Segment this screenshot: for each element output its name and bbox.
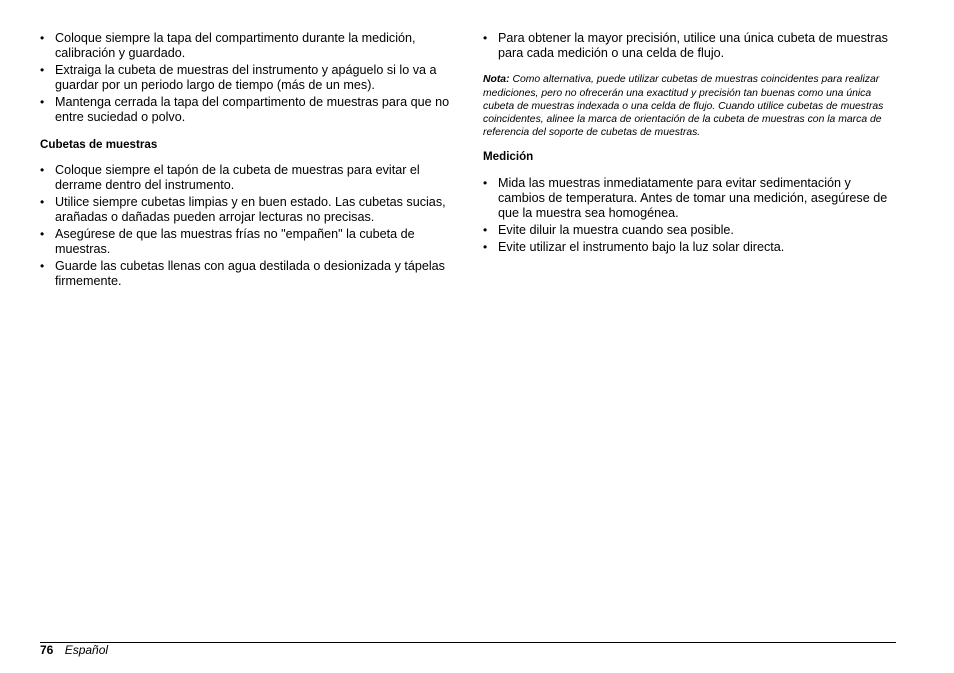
footer-language: Español xyxy=(64,643,109,657)
list-item xyxy=(40,163,456,193)
bullet-icon: • xyxy=(40,163,45,178)
bullet-icon: • xyxy=(483,222,488,237)
bullet-icon: • xyxy=(483,31,488,45)
page-number: 76 xyxy=(40,643,54,657)
list-item-text: Utilice siempre cubetas limpias y en buen estado. Las cubetas sucias, arañadas o dañadas pueden arrojar lecturas no precisas. xyxy=(55,195,446,225)
list-item-text: Mida las muestras inmediatamente para evitar sedimentación y cambios de temperatura. Antes de tomar una medición, asegúrese de que la muestra sea homogénea. xyxy=(498,175,888,221)
note-block xyxy=(483,73,899,138)
bullet-icon: • xyxy=(40,62,45,77)
bullet-list xyxy=(40,163,456,289)
bullet-icon: • xyxy=(40,195,45,210)
page-footer xyxy=(40,643,108,657)
footer-divider xyxy=(40,642,896,643)
note-label: Nota: xyxy=(483,74,510,86)
list-item xyxy=(40,227,456,257)
list-item xyxy=(483,31,899,61)
list-item-text: Mantenga cerrada la tapa del compartimento de muestras para que no entre suciedad o polvo. xyxy=(55,94,450,125)
bullet-icon: • xyxy=(40,94,45,109)
note-text: Como alternativa, puede utilizar cubetas de muestras coincidentes para realizar mediciones, pero no ofrecerán una exactitud y precisión tan buenas como una única cubeta de muestras indexada o una celda de flujo. Cuando utilice cubetas de muestras coincidentes, alinee la marca de orientación de la cubeta de muestras con la marca de referencia del soporte de cubetas de muestras. xyxy=(483,74,884,138)
bullet-icon: • xyxy=(483,239,488,254)
bullet-list xyxy=(483,176,899,255)
bullet-icon: • xyxy=(40,227,45,242)
list-item-text: Evite diluir la muestra cuando sea posible. xyxy=(498,222,734,237)
list-item xyxy=(483,223,899,238)
list-item-text: Para obtener la mayor precisión, utilice una única cubeta de muestras para cada medición o una celda de flujo. xyxy=(498,31,888,61)
bullet-icon: • xyxy=(40,258,45,273)
list-item xyxy=(40,195,456,225)
list-item xyxy=(483,176,899,222)
list-item-text: Extraiga la cubeta de muestras del instrumento y apáguelo si lo va a guardar por un periodo largo de tiempo (más de un mes). xyxy=(55,62,437,93)
list-item-text: Coloque siempre la tapa del compartimento durante la medición, calibración y guardado. xyxy=(55,31,416,61)
list-item-text: Guarde las cubetas llenas con agua destilada o desionizada y tápelas firmemente. xyxy=(55,258,445,289)
list-item xyxy=(40,95,456,125)
bullet-list xyxy=(40,31,456,125)
list-item-text: Coloque siempre el tapón de la cubeta de muestras para evitar el derrame dentro del instrumento. xyxy=(55,163,420,193)
right-column xyxy=(483,31,899,256)
list-item xyxy=(40,31,456,61)
section-heading-medicion: Medición xyxy=(483,149,534,163)
bullet-list xyxy=(483,31,899,61)
list-item-text: Evite utilizar el instrumento bajo la luz solar directa. xyxy=(498,239,785,254)
bullet-icon: • xyxy=(40,31,45,45)
list-item xyxy=(483,240,899,255)
left-column xyxy=(40,31,456,291)
list-item xyxy=(40,259,456,289)
list-item xyxy=(40,63,456,93)
bullet-icon: • xyxy=(483,175,488,190)
list-item-text: Asegúrese de que las muestras frías no "empañen" la cubeta de muestras. xyxy=(55,227,415,257)
section-heading-cubetas: Cubetas de muestras xyxy=(40,138,158,152)
